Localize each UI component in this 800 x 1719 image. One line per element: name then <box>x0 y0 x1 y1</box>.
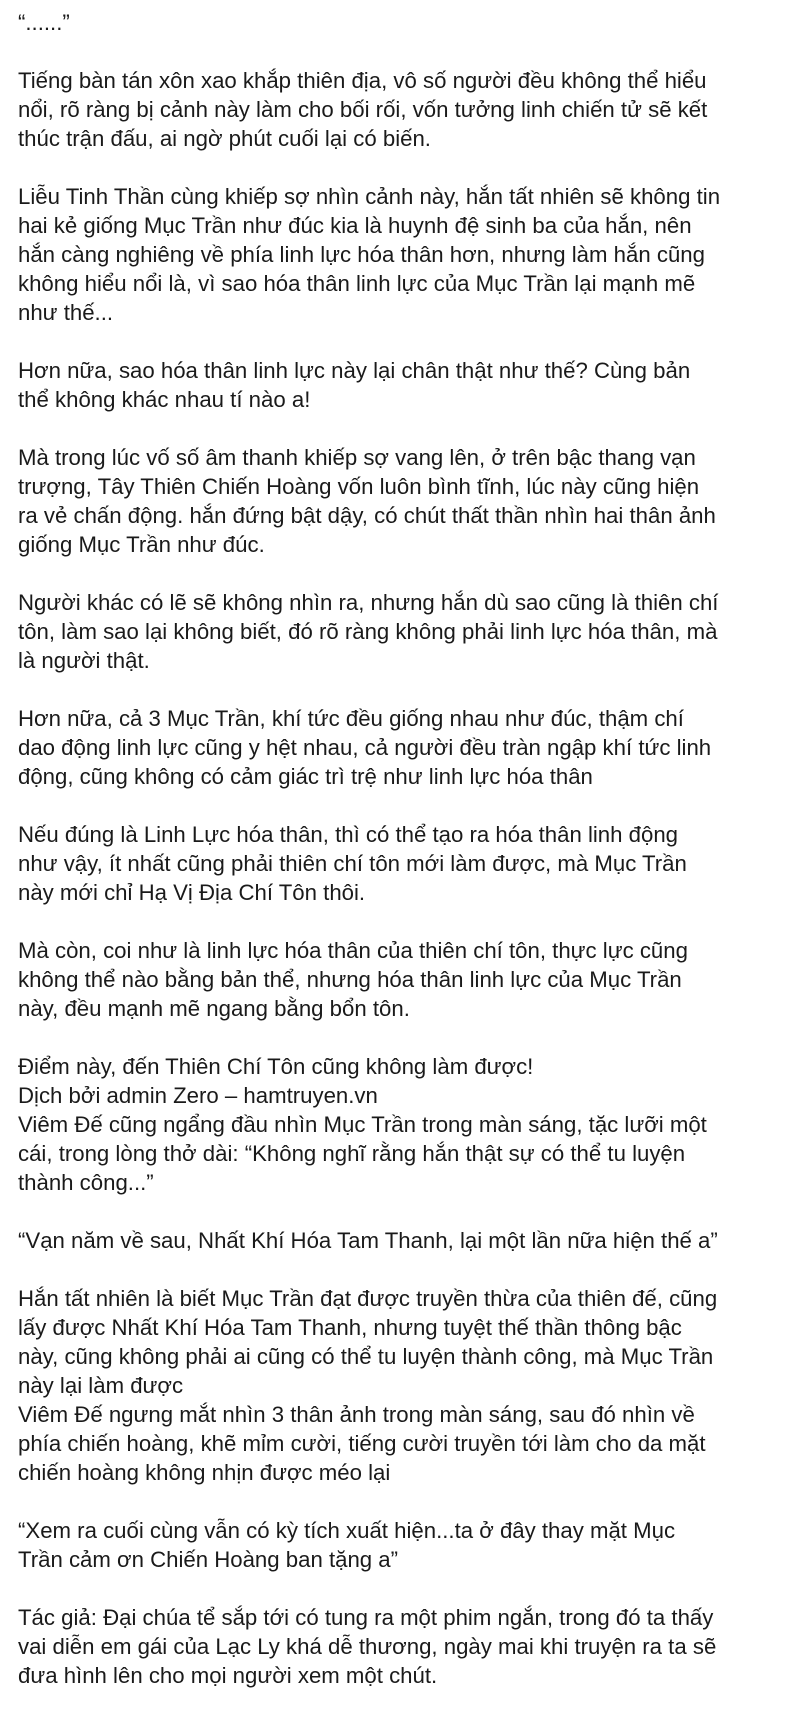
paragraph: Người khác có lẽ sẽ không nhìn ra, nhưng hắn dù sao cũng là thiên chí tôn, làm sao lại không biết, đó rõ ràng không phải linh lực hóa thân, mà là người thật. <box>18 590 719 673</box>
paragraph: Tiếng bàn tán xôn xao khắp thiên địa, vô số người đều không thể hiểu nổi, rõ ràng bị cảnh này làm cho bối rối, vốn tưởng linh chiến tử sẽ kết thúc trận đấu, ai ngờ phút cuối lại có biến. <box>18 68 708 151</box>
paragraph: Nếu đúng là Linh Lực hóa thân, thì có thể tạo ra hóa thân linh động như vậy, ít nhất cũng phải thiên chí tôn mới làm được, mà Mục Trần này mới chỉ Hạ Vị Địa Chí Tôn thôi. <box>18 822 687 905</box>
paragraph: Mà trong lúc vố số âm thanh khiếp sợ vang lên, ở trên bậc thang vạn trượng, Tây Thiên Chiến Hoàng vốn luôn bình tĩnh, lúc này cũng hiện ra vẻ chấn động. hắn đứng bật dậy, có chút thất thần nhìn hai thân ảnh giống Mục Trần như đúc. <box>18 445 716 557</box>
paragraph: Hơn nữa, sao hóa thân linh lực này lại chân thật như thế? Cùng bản thể không khác nhau tí nào a! <box>18 358 691 412</box>
quote-paragraph: “Xem ra cuối cùng vẫn có kỳ tích xuất hiện...ta ở đây thay mặt Mục Trần cảm ơn Chiến Hoàng ban tặng a” <box>18 1518 676 1572</box>
paragraph: Liễu Tinh Thần cùng khiếp sợ nhìn cảnh này, hắn tất nhiên sẽ không tin hai kẻ giống Mục Trần như đúc kia là huynh đệ sinh ba của hắn, nên hắn càng nghiêng về phía linh lực hóa thân hơn, nhưng làm hắn cũng không hiểu nổi là, vì sao hóa thân linh lực của Mục Trần lại mạnh mẽ như thế... <box>18 184 721 325</box>
paragraph: Viêm Đế ngưng mắt nhìn 3 thân ảnh trong màn sáng, sau đó nhìn về phía chiến hoàng, khẽ mỉm cười, tiếng cười truyền tới làm cho da mặt chiến hoàng không nhịn được méo lại <box>18 1402 706 1485</box>
translator-credit: Dịch bởi admin Zero – hamtruyen.vn <box>18 1083 378 1108</box>
paragraph: Điểm này, đến Thiên Chí Tôn cũng không làm được! <box>18 1054 534 1079</box>
paragraph-ellipsis-quote: “......” <box>18 10 70 35</box>
author-note: Tác giả: Đại chúa tể sắp tới có tung ra một phim ngắn, trong đó ta thấy vai diễn em gái của Lạc Ly khá dễ thương, ngày mai khi truyện ra ta sẽ đưa hình lên cho mọi người xem một chút. <box>18 1605 717 1688</box>
quote-paragraph: “Vạn năm về sau, Nhất Khí Hóa Tam Thanh, lại một lần nữa hiện thế a” <box>18 1228 718 1253</box>
story-text <box>18 8 794 1719</box>
paragraph: Mà còn, coi như là linh lực hóa thân của thiên chí tôn, thực lực cũng không thể nào bằng bản thể, nhưng hóa thân linh lực của Mục Trần này, đều mạnh mẽ ngang bằng bổn tôn. <box>18 938 688 1021</box>
paragraph: Hắn tất nhiên là biết Mục Trần đạt được truyền thừa của thiên đế, cũng lấy được Nhất Khí Hóa Tam Thanh, nhưng tuyệt thế thần thông bậc này, cũng không phải ai cũng có thể tu luyện thành công, mà Mục Trần này lại làm được <box>18 1286 718 1398</box>
paragraph: Viêm Đế cũng ngẩng đầu nhìn Mục Trần trong màn sáng, tặc lưỡi một cái, trong lòng thở dài: “Không nghĩ rằng hắn thật sự có thể tu luyện thành công...” <box>18 1112 707 1195</box>
paragraph: Hơn nữa, cả 3 Mục Trần, khí tức đều giống nhau như đúc, thậm chí dao động linh lực cũng y hệt nhau, cả người đều tràn ngập khí tức linh động, cũng không có cảm giác trì trệ như linh lực hóa thân <box>18 706 712 789</box>
